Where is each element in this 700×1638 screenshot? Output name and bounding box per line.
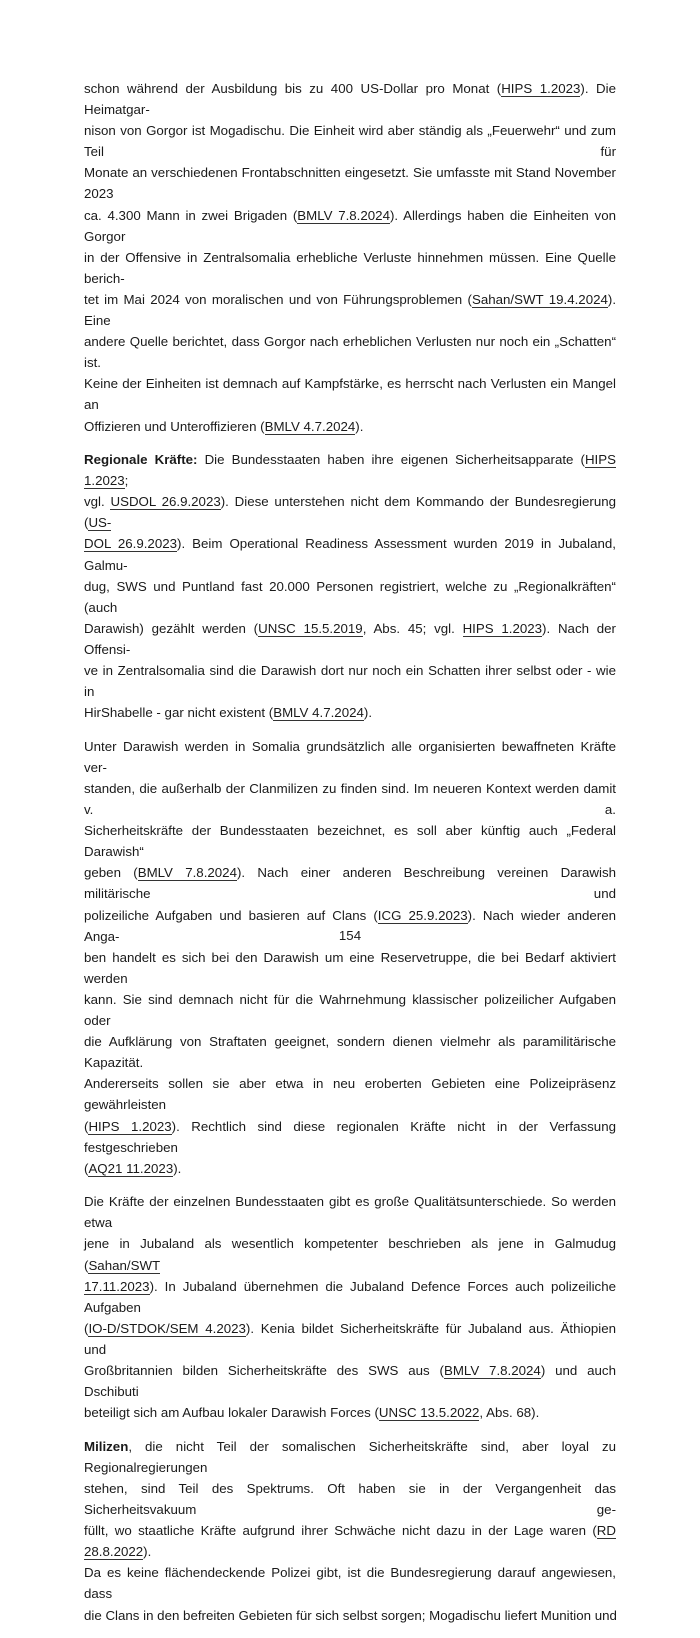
- text-run: ). Eine: [84, 291, 617, 329]
- text-line: [84, 1276, 616, 1318]
- text-line: [84, 947, 616, 989]
- text-line: [84, 1191, 616, 1233]
- text-line: [84, 1318, 616, 1360]
- text-run: HirShabelle - gar nicht existent (: [84, 705, 274, 721]
- text-run: (: [84, 1118, 89, 1134]
- text-line: [84, 576, 616, 618]
- text-run: ca. 4.300 Mann in zwei Brigaden (: [84, 207, 298, 223]
- source-reference-link[interactable]: BMLV 7.8.2024: [297, 207, 390, 223]
- text-run: ve in Zentralsomalia sind die Darawish dort nur noch ein Schatten ihrer selbst oder - wie in: [84, 663, 616, 700]
- text-run: die Aufklärung von Straftaten geeignet, sondern dienen vielmehr als paramilitärische Kapazität.: [84, 1034, 616, 1071]
- source-reference-link[interactable]: Sahan/SWT 19.4.2024: [471, 291, 608, 307]
- text-run: die Clans in den befreiten Gebieten für sich selbst sorgen; Mogadischu liefert Munition und: [84, 1607, 617, 1623]
- text-line: [84, 1402, 616, 1423]
- text-run: geben (: [84, 865, 138, 881]
- text-run: ). Allerdings haben die Einheiten von Gorgor: [84, 207, 616, 244]
- document-page: [84, 78, 616, 1638]
- source-reference-link[interactable]: UNSC 13.5.2022: [378, 1405, 480, 1421]
- text-run: (: [84, 1160, 89, 1176]
- text-run: Andererseits sollen sie aber etwa in neu eroberten Gebieten eine Polizeipräsenz gewährleisten: [84, 1076, 616, 1113]
- source-reference-link[interactable]: BMLV 4.7.2024: [273, 705, 364, 721]
- text-line: [84, 820, 616, 862]
- text-line: [84, 618, 616, 660]
- text-line: [84, 1436, 616, 1478]
- text-run: tet im Mai 2024 von moralischen und von Führungsproblemen (: [84, 291, 472, 307]
- text-run: (: [84, 1320, 89, 1336]
- source-reference-link[interactable]: BMLV 7.8.2024: [137, 865, 237, 881]
- text-line: [84, 1605, 616, 1626]
- source-reference-link[interactable]: DOL 26.9.2023: [84, 536, 178, 552]
- text-run: , die nicht Teil der somalischen Sicherheitskräfte sind, aber loyal zu Regionalregierungen: [84, 1438, 616, 1475]
- text-run: Die Bundesstaaten haben ihre eigenen Sicherheitsapparate (: [197, 452, 585, 468]
- text-run: Keine der Einheiten ist demnach auf Kampfstärke, es herrscht nach Verlusten ein Mangel an: [84, 376, 616, 413]
- paragraph-5: [84, 1436, 616, 1626]
- text-line: [84, 1562, 616, 1604]
- text-run: ben handelt es sich bei den Darawish um eine Reservetruppe, die bei Bedarf aktiviert werden: [84, 949, 616, 986]
- text-line: [84, 373, 616, 415]
- text-line: [84, 736, 616, 778]
- text-line: [84, 1233, 616, 1275]
- text-run: ). Nach einer anderen Beschreibung vereinen Darawish militärische und: [84, 865, 616, 902]
- text-run: ). Beim Operational Readiness Assessment wurden 2019 in Jubaland, Galmu-: [84, 536, 616, 573]
- text-line: [84, 702, 616, 723]
- text-line: [84, 1520, 616, 1562]
- bold-lead-term: Regionale Kräfte:: [84, 452, 198, 468]
- text-line: [84, 989, 616, 1031]
- paragraph-3: [84, 736, 616, 1179]
- text-line: [84, 1031, 616, 1073]
- text-run: Unter Darawish werden in Somalia grundsätzlich alle organisierten bewaffneten Kräfte ver-: [84, 738, 616, 775]
- source-reference-link[interactable]: UNSC 15.5.2019: [258, 620, 363, 636]
- source-reference-link[interactable]: IO-D/STDOK/SEM 4.2023: [88, 1320, 246, 1336]
- text-run: ).: [355, 418, 364, 434]
- source-reference-link[interactable]: AQ21 11.2023: [88, 1160, 174, 1176]
- source-reference-link[interactable]: HIPS 1.2023: [501, 81, 581, 96]
- text-run: Großbritannien bilden Sicherheitskräfte des SWS aus (: [84, 1363, 444, 1379]
- text-run: polizeiliche Aufgaben und basieren auf Clans (: [84, 907, 378, 923]
- text-line: [84, 331, 616, 373]
- text-line: [84, 1360, 616, 1402]
- text-run: ). Nach der Offensi-: [84, 620, 616, 657]
- paragraph-1: [84, 78, 616, 437]
- text-line: [84, 533, 616, 575]
- text-run: dug, SWS und Puntland fast 20.000 Personen registriert, welche zu „Regionalkräften“ (auch: [84, 578, 616, 615]
- source-reference-link[interactable]: BMLV 4.7.2024: [264, 418, 356, 434]
- paragraph-2: [84, 449, 616, 723]
- text-run: nison von Gorgor ist Mogadischu. Die Einheit wird aber ständig als „Feuerwehr“ und zum Teil für: [84, 123, 616, 160]
- bold-lead-term: Milizen: [84, 1438, 129, 1454]
- text-run: ;: [124, 473, 129, 489]
- text-run: ). Rechtlich sind diese regionalen Kräfte nicht in der Verfassung festgeschrieben: [84, 1118, 616, 1155]
- text-run: kann. Sie sind demnach nicht für die Wahrnehmung klassischer polizeilicher Aufgaben oder: [84, 991, 616, 1029]
- text-run: jene in Jubaland als wesentlich kompetenter beschrieben als jene in Galmudug (: [84, 1236, 616, 1273]
- text-run: ). Diese unterstehen nicht dem Kommando der Bundesregierung (: [84, 494, 617, 531]
- text-line: [84, 778, 616, 820]
- text-line: [84, 120, 616, 162]
- text-line: [84, 660, 616, 702]
- page-number: 154: [338, 928, 362, 943]
- text-run: ). Die Heimatgar-: [84, 81, 616, 118]
- paragraph-4: [84, 1191, 616, 1423]
- text-run: standen, die außerhalb der Clanmilizen zu finden sind. Im neueren Kontext werden damit v. a.: [84, 781, 616, 818]
- text-line: [84, 862, 616, 904]
- text-run: ) und auch Dschibuti: [84, 1363, 616, 1400]
- source-reference-link[interactable]: HIPS 1.2023: [88, 1118, 172, 1134]
- text-run: in der Offensive in Zentralsomalia erhebliche Verluste hinnehmen müssen. Eine Quelle berich-: [84, 249, 616, 286]
- source-reference-link[interactable]: ICG 25.9.2023: [377, 907, 468, 923]
- text-line: [84, 162, 616, 204]
- text-line: [84, 205, 616, 247]
- text-run: Die Kräfte der einzelnen Bundesstaaten gibt es große Qualitätsunterschiede. So werden etwa: [84, 1194, 616, 1231]
- source-reference-link[interactable]: Sahan/SWT: [88, 1257, 161, 1273]
- source-reference-link[interactable]: RD 28.8.2022: [84, 1523, 616, 1560]
- text-run: ).: [363, 705, 373, 721]
- text-run: andere Quelle berichtet, dass Gorgor nach erheblichen Verlusten nur noch ein „Schatten“ ist.: [84, 334, 616, 371]
- text-run: Sicherheitskräfte der Bundesstaaten bezeichnet, es soll aber künftig auch „Federal Darawish“: [84, 823, 616, 860]
- text-run: vgl.: [84, 494, 111, 510]
- text-line: [84, 78, 616, 120]
- source-reference-link[interactable]: 17.11.2023: [84, 1278, 150, 1294]
- text-run: , Abs. 68).: [479, 1405, 540, 1421]
- text-run: Offizieren und Unteroffizieren (: [84, 418, 265, 434]
- source-reference-link[interactable]: BMLV 7.8.2024: [443, 1363, 541, 1379]
- text-run: , Abs. 45; vgl.: [362, 620, 463, 636]
- text-line: [84, 491, 616, 533]
- text-line: [84, 416, 616, 437]
- text-run: ). Nach wieder anderen Anga-: [84, 907, 617, 944]
- text-run: stehen, sind Teil des Spektrums. Oft haben sie in der Vergangenheit das Sicherheitsvakuum ge-: [84, 1481, 616, 1518]
- text-line: [84, 449, 616, 491]
- text-line: [84, 1116, 616, 1158]
- text-run: füllt, wo staatliche Kräfte aufgrund ihrer Schwäche nicht dazu in der Lage waren (: [84, 1523, 597, 1539]
- source-reference-link[interactable]: USDOL 26.9.2023: [110, 494, 221, 510]
- text-run: ). Kenia bildet Sicherheitskräfte für Jubaland aus. Äthiopien und: [84, 1320, 616, 1357]
- text-line: [84, 1073, 616, 1115]
- source-reference-link[interactable]: US-: [88, 515, 112, 531]
- text-line: [84, 247, 616, 289]
- source-reference-link[interactable]: HIPS 1.2023: [84, 452, 616, 489]
- text-run: Da es keine flächendeckende Polizei gibt, ist die Bundesregierung darauf angewiesen, dass: [84, 1565, 616, 1602]
- text-run: schon während der Ausbildung bis zu 400 US-Dollar pro Monat (: [84, 81, 502, 96]
- text-run: Darawish) gezählt werden (: [84, 620, 259, 636]
- text-run: Monate an verschiedenen Frontabschnitten eingesetzt. Sie umfasste mit Stand November 2023: [84, 165, 616, 202]
- text-run: ). In Jubaland übernehmen die Jubaland Defence Forces auch polizeiliche Aufgaben: [84, 1278, 616, 1315]
- text-run: ).: [143, 1544, 152, 1560]
- text-run: ).: [173, 1160, 182, 1176]
- text-line: [84, 289, 616, 331]
- source-reference-link[interactable]: HIPS 1.2023: [462, 620, 543, 636]
- text-line: [84, 1158, 616, 1179]
- text-line: [84, 1478, 616, 1520]
- text-run: beteiligt sich am Aufbau lokaler Darawish Forces (: [84, 1405, 379, 1421]
